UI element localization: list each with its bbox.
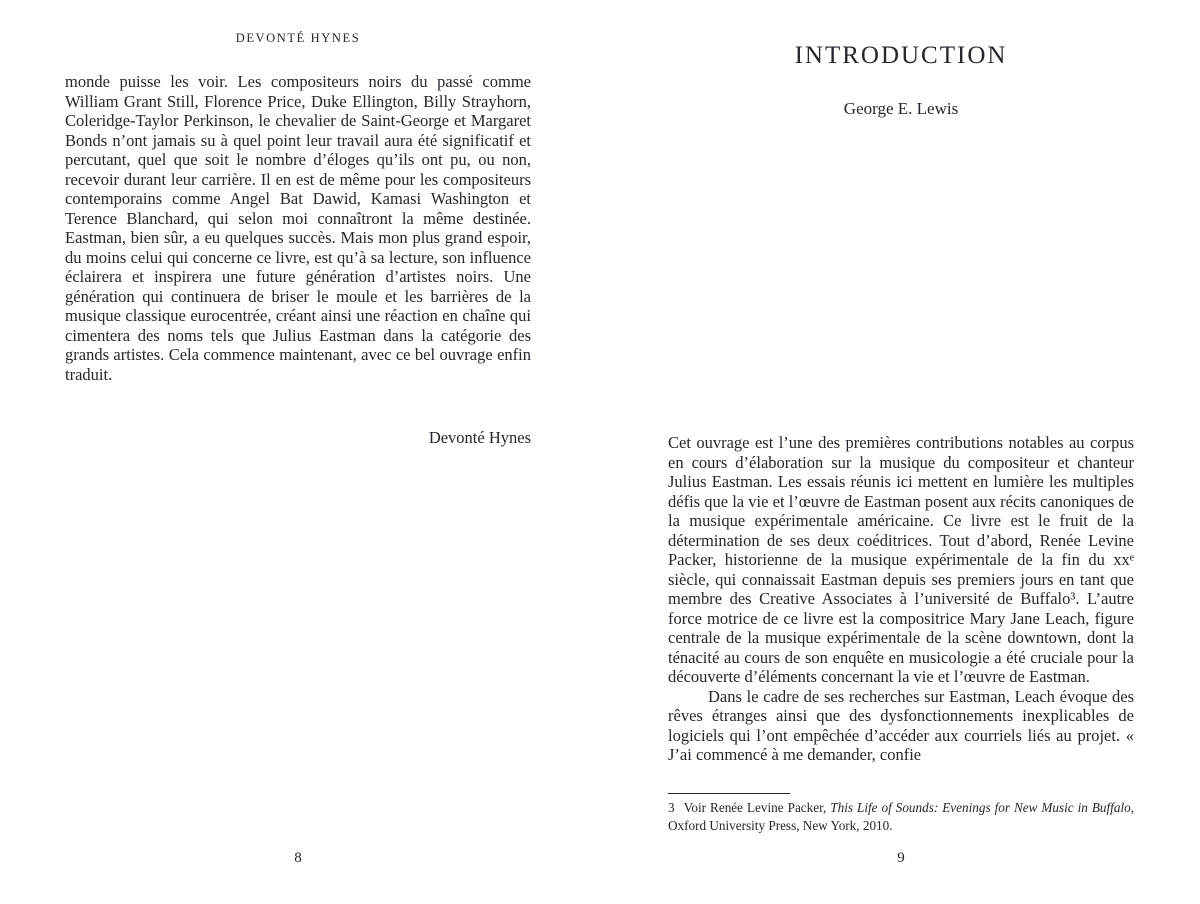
left-paragraph: monde puisse les voir. Les compositeurs noirs du passé comme William Grant Still, Florence Price, Duke Ellington, Billy Strayhorn, Coleridge-Taylor Perkinson, le chevalier de Saint-George et Margaret Bonds n’ont jamais su à quel point leur travail aura été significatif et percutant, quel que soit le nombre d’éloges qu’ils ont pu, ou non, recevoir durant leur carrière. Il en est de même pour les compositeurs contemporains comme Angel Bat Dawid, Kamasi Washington et Terence Blanchard, qui selon moi connaîtront la même destinée. Eastman, bien sûr, a eu quelques succès. Mais mon plus grand espoir, du moins celui qui concerne ce livre, est qu’à sa lecture, son influence éclairera et inspirera une future génération d’artistes noirs. Une génération qui continuera de briser le moule et les barrières de la musique classique eurocentrée, créant ainsi une réaction en chaîne qui cimentera des noms tels que Julius Eastman dans la catégorie des grands artistes. Cela commence maintenant, avec ce bel ouvrage enfin traduit. (65, 72, 531, 384)
footnote-block (668, 793, 1134, 835)
footnote-text-after: , Oxford University Press, New York, 2010. (668, 800, 1134, 833)
left-page (65, 0, 531, 904)
right-paragraph-2: Dans le cadre de ses recherches sur Eastman, Leach évoque des rêves étranges ainsi que des dysfonctionnements inexplicables de logiciels qui l’ont empêchée d’accéder aux courriels liés au projet. « J’ai commencé à me demander, confie (668, 686, 1134, 764)
page-number-right: 9 (897, 850, 905, 866)
page-number-left: 8 (294, 850, 302, 866)
chapter-author: George E. Lewis (843, 99, 959, 118)
footnote (668, 799, 1134, 835)
running-head: DEVONTÉ HYNES (235, 31, 361, 45)
left-page-body (65, 72, 531, 384)
footnote-text-before: Voir Renée Levine Packer, (683, 800, 831, 815)
chapter-title: INTRODUCTION (794, 42, 1008, 69)
right-page (668, 0, 1134, 904)
signature: Devonté Hynes (428, 428, 531, 447)
right-paragraph-1: Cet ouvrage est l’une des premières contributions notables au corpus en cours d’élaboration sur la musique du compositeur et chanteur Julius Eastman. Les essais réunis ici mettent en lumière les multiples défis que la vie et l’œuvre de Eastman posent aux récits canoniques de la musique expérimentale américaine. Ce livre est le fruit de la détermination de ses deux coéditrices. Tout d’abord, Renée Levine Packer, historienne de la musique expérimentale de la fin du xxᵉ siècle, qui connaissait Eastman depuis ses premiers jours en tant que membre des Creative Associates à l’université de Buffalo³. L’autre force motrice de ce livre est la compositrice Mary Jane Leach, figure centrale de la musique expérimentale de la scène downtown, dont la ténacité au cours de son enquête en musicologie a été cruciale pour la découverte d’éléments concernant la vie et l’œuvre de Eastman. (668, 433, 1134, 686)
footnote-rule (668, 793, 790, 794)
right-page-body (668, 433, 1134, 765)
footnote-book-title: This Life of Sounds: Evenings for New Music in Buffalo (830, 800, 1131, 815)
footnote-marker: 3 (668, 800, 675, 815)
